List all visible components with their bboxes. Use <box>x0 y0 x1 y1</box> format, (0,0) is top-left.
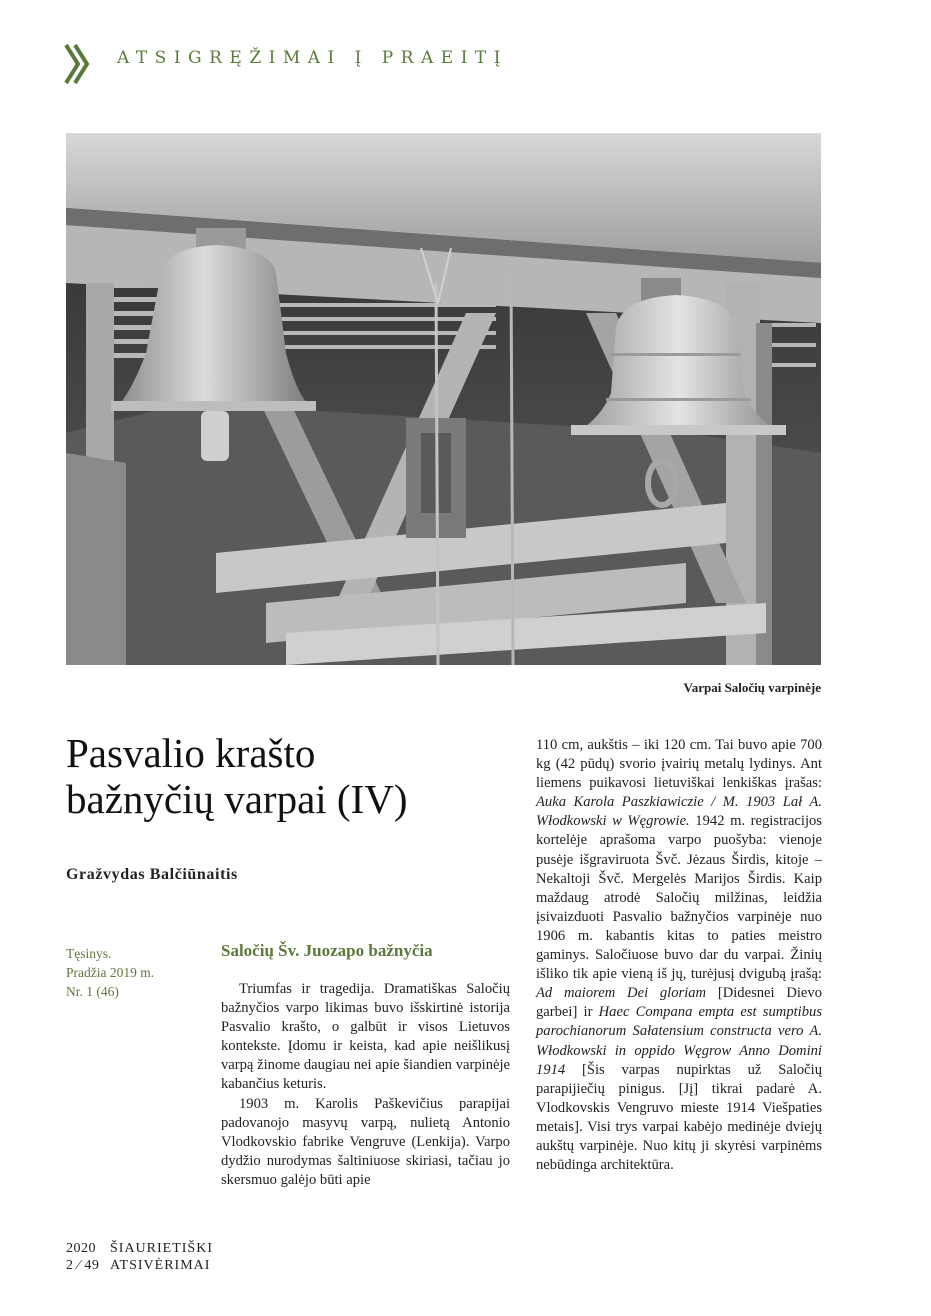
magazine-name-line-2: ATSIVĖRIMAI <box>110 1258 211 1273</box>
chevron-right-icon <box>64 42 90 86</box>
continuation-line: Nr. 1 (46) <box>66 984 119 999</box>
continuation-line: Pradžia 2019 m. <box>66 965 155 980</box>
footer-year: 2020 <box>66 1241 96 1256</box>
title-line-1: Pasvalio krašto <box>66 730 316 776</box>
continuation-note <box>66 944 216 1001</box>
text-column-right <box>536 736 822 1175</box>
section-subheading: Saločių Šv. Juozapo bažnyčia <box>221 941 433 960</box>
bells-photo <box>66 133 821 665</box>
section-label: ATSIGRĘŽIMAI Į PRAEITĮ <box>117 48 508 68</box>
article-title <box>66 730 486 822</box>
paragraph: 110 cm, aukštis – iki 120 cm. Tai buvo apie 700 kg (42 pūdų) svorio įvairių metalų lydinys. Ant liemens puikavosi lietuviškai lenkiškas įrašas: Auka Karola Paszkiawiczie / M. 1903 Lał A. Włodkowski w Węgrowie. 1942 m. registracijos kortelėje aprašoma varpo puošyba: vienoje pusėje išgraviruota Švč. Jėzaus Širdis, kitoje – Nekaltoji Švč. Mergelės Marijos Širdis. Kaip maždaug atrodė Saločių milžinas, leidžia įsivaizduoti Pasvalio bažnyčios varpinėje nuo 1906 m. kabantis kitas to paties meistro gaminys. Saločiuose buvo dar du varpai. Žinių išliko tik apie vieną iš jų, turėjusį dvigubą įrašą: Ad maiorem Dei gloriam [Didesnei Dievo garbei] ir Haec Compana empta est sumptibus parochianorum Sałatensium constructa vero A. Włodkowski in oppido Węgrow Anno Domini 1914 [Šis varpas nupirktas už Saločių parapijiečių pinigus. [Jį] tikrai padarė A. Vlodkovskis Vengruvo mieste 1914 Viešpaties metais]. Visi trys varpai kabėjo medinėje dviejų aukštų varpinėje. Nuo kitų ji skyrėsi varpinėms nebūdinga architektūra. <box>536 737 822 1174</box>
magazine-name-line-1: ŠIAURIETIŠKI <box>110 1241 213 1256</box>
paragraph: 1903 m. Karolis Paškevičius parapijai padovanojo masyvų varpą, nulietą Antonio Vlodkovskio fabrike Vengruve (Lenkija). Varpo dydžio nurodymas šaltiniuose skiriasi, tačiau jo skersmuo galėjo būti apie <box>221 1095 510 1188</box>
text-column-left <box>221 940 510 1190</box>
paragraph: Triumfas ir tragedija. Dramatiškas Saločių bažnyčios varpo likimas buvo išskirtinė istorija Pasvalio krašto, o galbūt ir visos Lietuvos kontekste. Įdomu ir keista, kad apie neišlikusį varpą žinome daugiau nei apie šiandien varpinėje kabančius keturis. <box>221 981 510 1093</box>
footer-issue: 2 ⁄ 49 <box>66 1258 100 1273</box>
title-line-2: bažnyčių varpai (IV) <box>66 776 408 822</box>
magazine-footer <box>66 1240 213 1274</box>
author-name: Gražvydas Balčiūnaitis <box>66 866 238 883</box>
photo-caption: Varpai Saločių varpinėje <box>683 680 821 695</box>
continuation-line: Tęsinys. <box>66 946 112 961</box>
